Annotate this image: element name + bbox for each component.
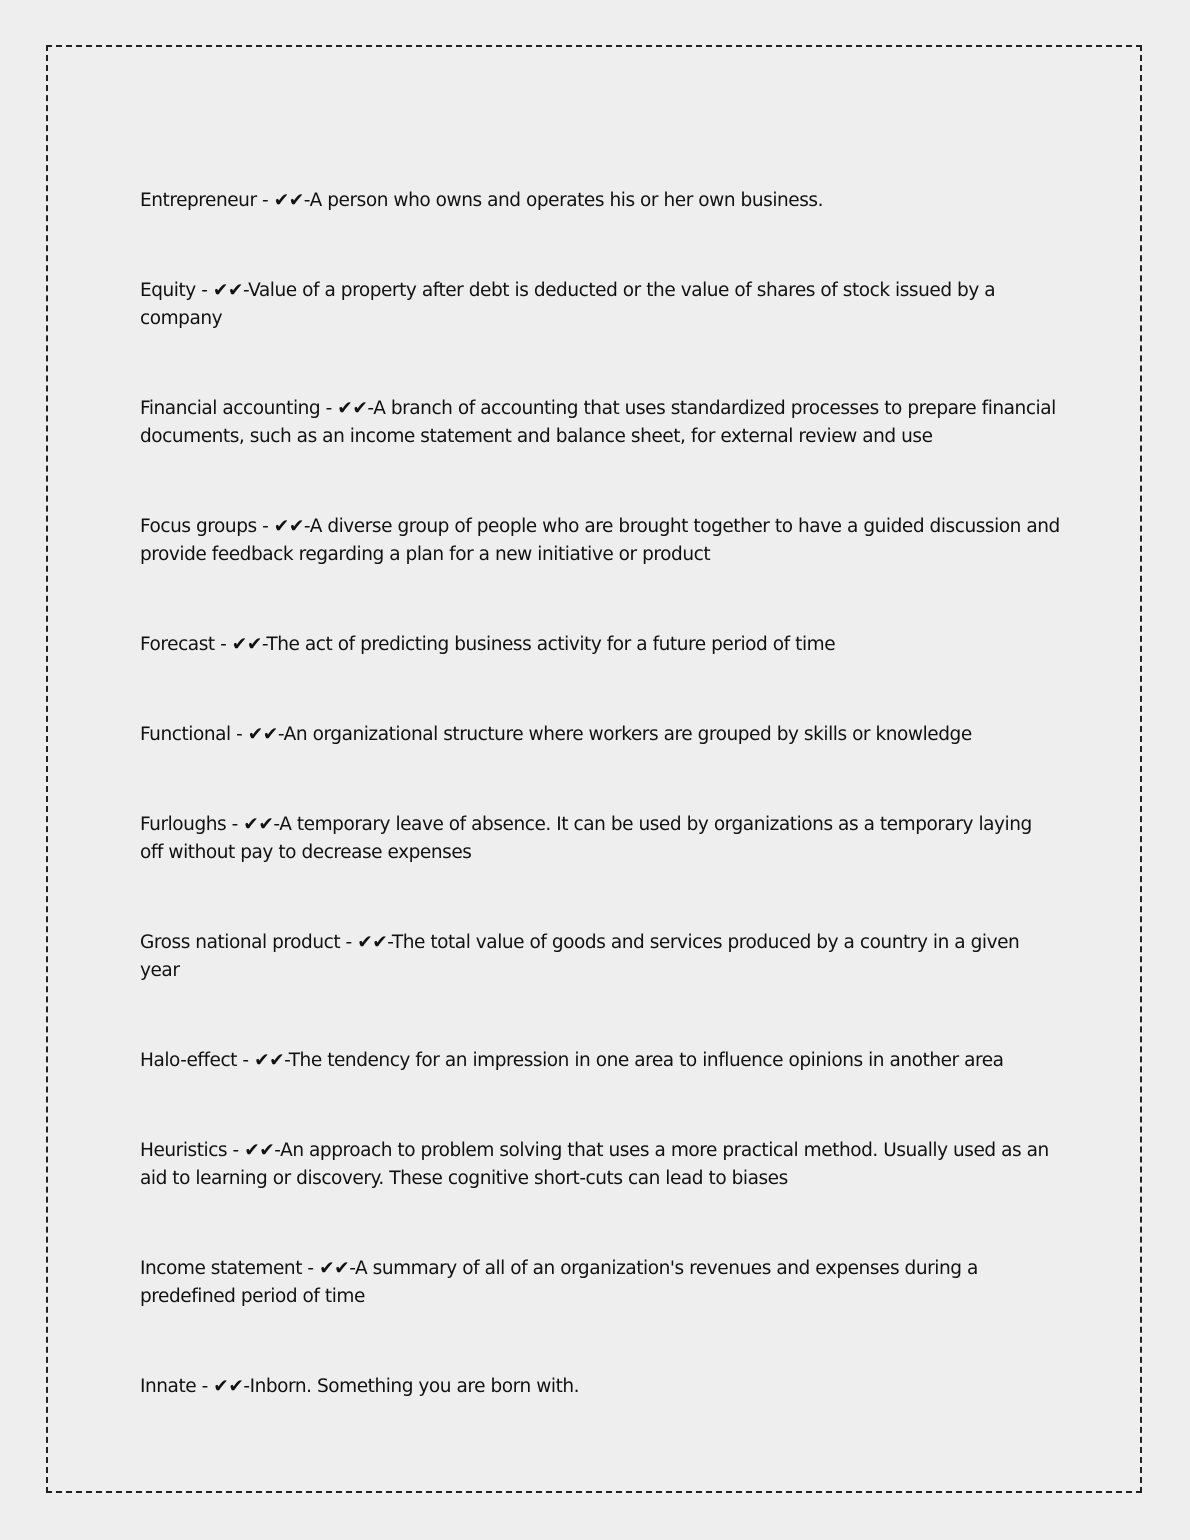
glossary-entry-equity: Equity - ✔✔-Value of a property after debt is deducted or the value of shares of stock issued by a company — [140, 280, 996, 329]
glossary-entry-focus-groups: Focus groups - ✔✔-A diverse group of people who are brought together to have a guided discussion and provide feedback regarding a plan for a new initiative or product — [140, 516, 1060, 565]
glossary-entry-forecast: Forecast - ✔✔-The act of predicting business activity for a future period of time — [140, 634, 836, 655]
glossary-entry-halo-effect: Halo-effect - ✔✔-The tendency for an impression in one area to influence opinions in another area — [140, 1050, 1004, 1071]
glossary-entry-furloughs: Furloughs - ✔✔-A temporary leave of absence. It can be used by organizations as a temporary laying off without pay to decrease expenses — [140, 814, 1032, 863]
glossary-entry-financial-accounting: Financial accounting - ✔✔-A branch of accounting that uses standardized processes to prepare financial documents, such as an income statement and balance sheet, for external review and use — [140, 398, 1056, 447]
glossary-entry-functional: Functional - ✔✔-An organizational structure where workers are grouped by skills or knowledge — [140, 724, 972, 745]
glossary-list — [140, 187, 1060, 1463]
document-page — [46, 45, 1142, 1493]
glossary-entry-innate: Innate - ✔✔-Inborn. Something you are born with. — [140, 1376, 580, 1397]
glossary-entry-income-statement: Income statement - ✔✔-A summary of all of an organization's revenues and expenses during a predefined period of time — [140, 1258, 978, 1307]
glossary-entry-entrepreneur: Entrepreneur - ✔✔-A person who owns and operates his or her own business. — [140, 190, 824, 211]
glossary-entry-heuristics: Heuristics - ✔✔-An approach to problem solving that uses a more practical method. Usually used as an aid to learning or discovery. These cognitive short-cuts can lead to biases — [140, 1140, 1049, 1189]
glossary-entry-gross-national-product: Gross national product - ✔✔-The total value of goods and services produced by a country in a given year — [140, 932, 1020, 981]
